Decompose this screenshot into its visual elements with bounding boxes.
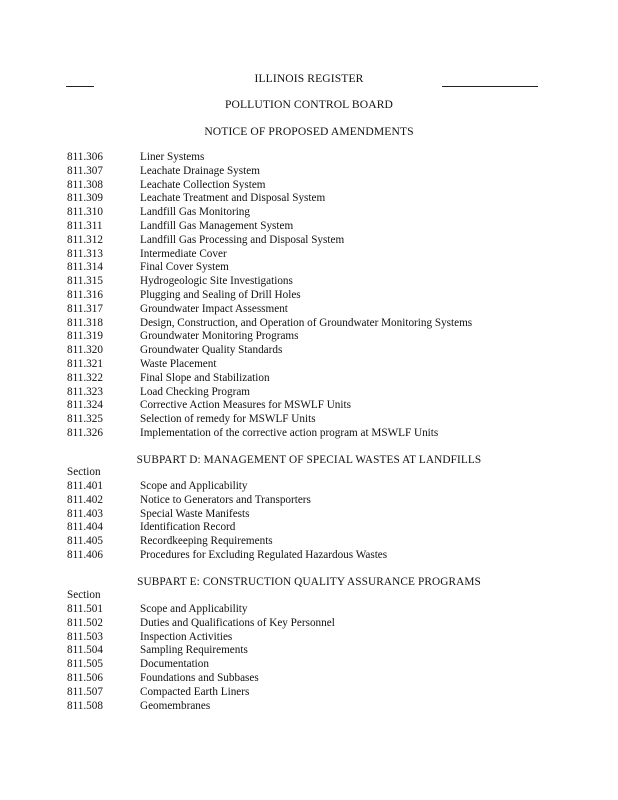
section-row	[67, 535, 567, 549]
subpart-c-section-list	[67, 151, 567, 441]
section-row	[67, 165, 567, 179]
section-row	[67, 686, 567, 700]
section-title: Landfill Gas Management System	[140, 219, 294, 232]
register-title: ILLINOIS REGISTER	[254, 72, 364, 85]
section-row	[67, 372, 567, 386]
subpart-d-heading: SUBPART D: MANAGEMENT OF SPECIAL WASTES AT LANDFILLS	[136, 454, 482, 466]
section-title: Geomembranes	[140, 699, 211, 712]
section-number: 811.508	[67, 699, 103, 712]
section-title: Notice to Generators and Transporters	[140, 493, 311, 506]
section-number: 811.317	[67, 302, 103, 315]
section-row	[67, 192, 567, 206]
section-number: 811.502	[67, 616, 103, 629]
section-title: Hydrogeologic Site Investigations	[140, 275, 293, 288]
subpart-e-heading: SUBPART E: CONSTRUCTION QUALITY ASSURANCE PROGRAMS	[137, 576, 481, 588]
section-title: Sampling Requirements	[140, 644, 248, 657]
section-number: 811.306	[67, 151, 103, 163]
section-title: Leachate Drainage System	[140, 164, 260, 177]
section-row	[67, 631, 567, 645]
section-title: Recordkeeping Requirements	[140, 535, 273, 548]
section-row	[67, 603, 567, 617]
section-title: Intermediate Cover	[140, 247, 227, 260]
section-title: Compacted Earth Liners	[140, 685, 250, 698]
section-row	[67, 494, 567, 508]
section-row	[67, 508, 567, 522]
section-row	[67, 248, 567, 262]
section-number: 811.326	[67, 426, 103, 439]
section-number: 811.506	[67, 671, 103, 684]
section-row	[67, 261, 567, 275]
section-row	[67, 330, 567, 344]
subpart-d-section-list	[67, 480, 567, 563]
section-number: 811.321	[67, 357, 103, 370]
section-row	[67, 358, 567, 372]
section-row	[67, 179, 567, 193]
header-rule-left	[66, 86, 94, 87]
section-number: 811.324	[67, 399, 103, 412]
section-title: Corrective Action Measures for MSWLF Units	[140, 399, 351, 412]
section-row	[67, 303, 567, 317]
section-row	[67, 317, 567, 331]
section-number: 811.402	[67, 493, 103, 506]
section-number: 811.307	[67, 164, 103, 177]
section-number: 811.405	[67, 535, 103, 548]
section-title: Scope and Applicability	[140, 480, 248, 492]
section-number: 811.503	[67, 630, 103, 643]
section-title: Design, Construction, and Operation of Groundwater Monitoring Systems	[140, 316, 473, 329]
section-title: Liner Systems	[140, 151, 205, 163]
section-title: Foundations and Subbases	[140, 671, 259, 684]
section-title: Leachate Treatment and Disposal System	[140, 192, 326, 205]
section-number: 811.504	[67, 644, 103, 657]
section-title: Groundwater Impact Assessment	[140, 302, 288, 315]
section-title: Procedures for Excluding Regulated Hazardous Wastes	[140, 548, 388, 561]
section-number: 811.505	[67, 658, 103, 671]
section-row	[67, 480, 567, 494]
section-number: 811.403	[67, 507, 103, 520]
section-row	[67, 521, 567, 535]
section-title: Duties and Qualifications of Key Personnel	[140, 616, 335, 629]
section-row	[67, 234, 567, 248]
section-number: 811.404	[67, 521, 103, 534]
notice-title: NOTICE OF PROPOSED AMENDMENTS	[204, 125, 414, 138]
section-number: 811.316	[67, 288, 103, 301]
section-title: Identification Record	[140, 521, 236, 534]
section-title: Leachate Collection System	[140, 178, 266, 191]
section-number: 811.312	[67, 233, 103, 246]
section-row	[67, 413, 567, 427]
section-title: Groundwater Quality Standards	[140, 344, 283, 357]
section-row	[67, 617, 567, 631]
section-title: Selection of remedy for MSWLF Units	[140, 413, 316, 426]
section-row	[67, 672, 567, 686]
section-row	[67, 549, 567, 563]
section-number: 811.320	[67, 344, 103, 357]
section-number: 811.323	[67, 385, 103, 398]
section-row	[67, 289, 567, 303]
section-number: 811.325	[67, 413, 103, 426]
section-number: 811.319	[67, 330, 103, 343]
subpart-e-section-list	[67, 603, 567, 713]
section-row	[67, 344, 567, 358]
section-title: Waste Placement	[140, 357, 217, 370]
section-row	[67, 151, 567, 165]
section-row	[67, 644, 567, 658]
section-title: Landfill Gas Processing and Disposal System	[140, 233, 345, 246]
section-title: Scope and Applicability	[140, 603, 248, 615]
section-row	[67, 206, 567, 220]
section-title: Documentation	[140, 658, 209, 671]
section-number: 811.501	[67, 603, 103, 615]
section-row	[67, 386, 567, 400]
section-number: 811.308	[67, 178, 103, 191]
section-number: 811.401	[67, 480, 103, 492]
section-title: Final Cover System	[140, 261, 229, 274]
board-title: POLLUTION CONTROL BOARD	[224, 98, 394, 111]
section-number: 811.311	[67, 219, 103, 232]
subpart-e-section-label: Section	[67, 589, 101, 601]
section-title: Final Slope and Stabilization	[140, 371, 270, 384]
section-number: 811.310	[67, 206, 103, 219]
section-row	[67, 700, 567, 714]
section-title: Inspection Activities	[140, 630, 233, 643]
section-number: 811.309	[67, 192, 103, 205]
section-title: Groundwater Monitoring Programs	[140, 330, 299, 343]
section-title: Plugging and Sealing of Drill Holes	[140, 288, 301, 301]
section-title: Landfill Gas Monitoring	[140, 206, 250, 219]
section-row	[67, 275, 567, 289]
section-title: Special Waste Manifests	[140, 507, 250, 520]
section-number: 811.313	[67, 247, 103, 260]
section-row	[67, 220, 567, 234]
section-title: Load Checking Program	[140, 385, 250, 398]
section-number: 811.318	[67, 316, 103, 329]
subpart-d-section-label: Section	[67, 466, 101, 478]
section-number: 811.314	[67, 261, 103, 274]
section-number: 811.322	[67, 371, 103, 384]
section-row	[67, 399, 567, 413]
section-number: 811.507	[67, 685, 103, 698]
section-title: Implementation of the corrective action program at MSWLF Units	[140, 426, 439, 439]
section-row	[67, 427, 567, 441]
header-rule-right	[442, 86, 538, 87]
section-row	[67, 658, 567, 672]
section-number: 811.315	[67, 275, 103, 288]
section-number: 811.406	[67, 548, 103, 561]
